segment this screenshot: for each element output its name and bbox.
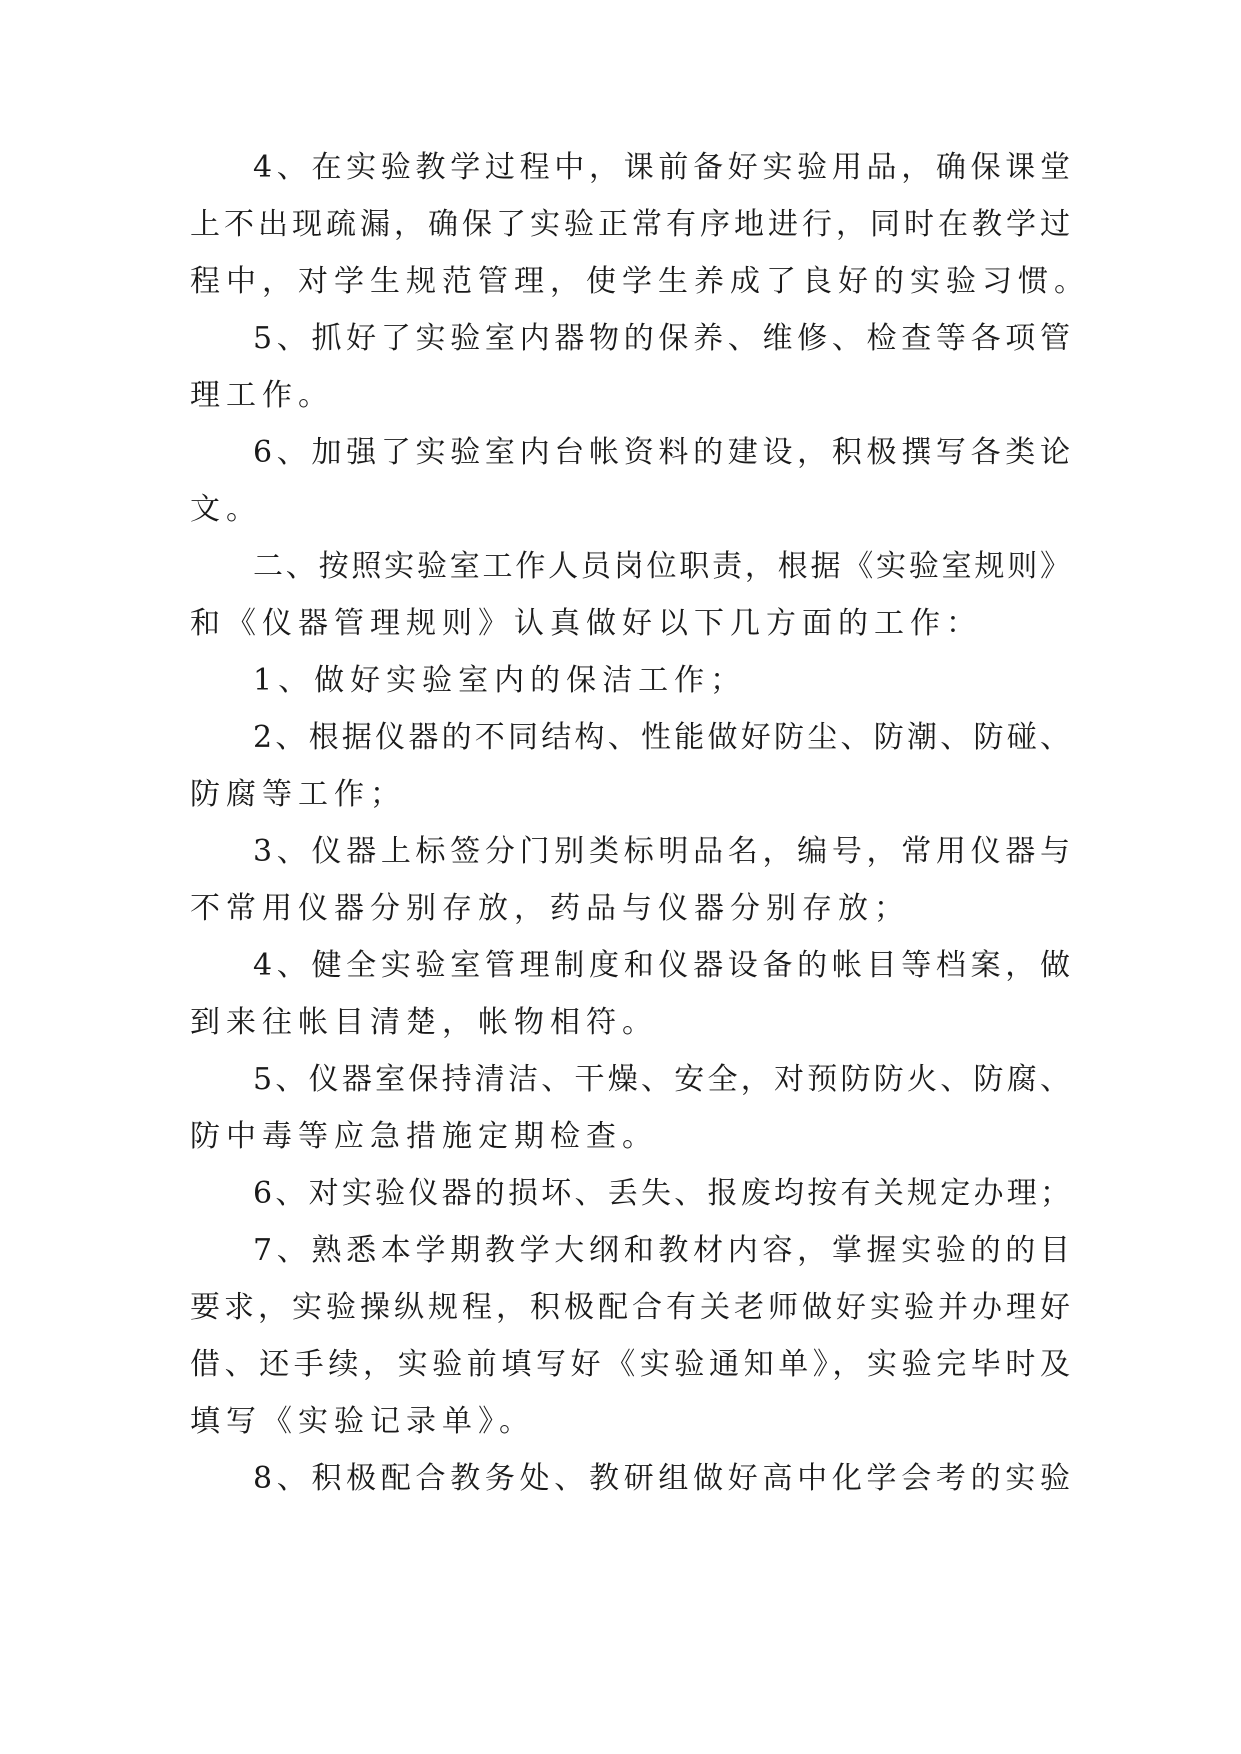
text-line: 理工作。 <box>190 378 334 413</box>
text-line: 3、仪器上标签分门别类标明品名，编号，常用仪器与 <box>253 834 1070 869</box>
text-line: 4、在实验教学过程中，课前备好实验用品，确保课堂 <box>253 150 1070 185</box>
text-line: 和《仪器管理规则》认真做好以下几方面的工作： <box>190 606 982 641</box>
text-line: 5、仪器室保持清洁、干燥、安全，对预防防火、防腐、 <box>253 1062 1070 1097</box>
text-line: 4、健全实验室管理制度和仪器设备的帐目等档案，做 <box>253 948 1070 983</box>
text-line: 8、积极配合教务处、教研组做好高中化学会考的实验 <box>253 1461 1070 1496</box>
text-line: 二、按照实验室工作人员岗位职责，根据《实验室规则》 <box>253 549 1070 584</box>
text-line: 防腐等工作； <box>190 777 406 812</box>
text-line: 2、根据仪器的不同结构、性能做好防尘、防潮、防碰、 <box>253 720 1070 755</box>
text-line: 借、还手续，实验前填写好《实验通知单》，实验完毕时及 <box>190 1347 1070 1382</box>
text-line: 文。 <box>190 492 262 527</box>
text-line: 不常用仪器分别存放，药品与仪器分别存放； <box>190 891 910 926</box>
text-line: 1、做好实验室内的保洁工作； <box>253 663 747 698</box>
text-line: 防中毒等应急措施定期检查。 <box>190 1119 658 1154</box>
text-line: 要求，实验操纵规程，积极配合有关老师做好实验并办理好 <box>190 1290 1070 1325</box>
text-line: 到来往帐目清楚，帐物相符。 <box>190 1005 658 1040</box>
text-line: 上不出现疏漏，确保了实验正常有序地进行，同时在教学过 <box>190 207 1070 242</box>
text-line: 5、抓好了实验室内器物的保养、维修、检查等各项管 <box>253 321 1070 356</box>
text-line: 程中，对学生规范管理，使学生养成了良好的实验习惯。 <box>190 264 1090 299</box>
text-line: 6、对实验仪器的损坏、丢失、报废均按有关规定办理； <box>253 1176 1070 1211</box>
text-line: 6、加强了实验室内台帐资料的建设，积极撰写各类论 <box>253 435 1070 470</box>
text-line: 填写《实验记录单》。 <box>190 1404 535 1439</box>
text-line: 7、熟悉本学期教学大纲和教材内容，掌握实验的的目 <box>253 1233 1070 1268</box>
